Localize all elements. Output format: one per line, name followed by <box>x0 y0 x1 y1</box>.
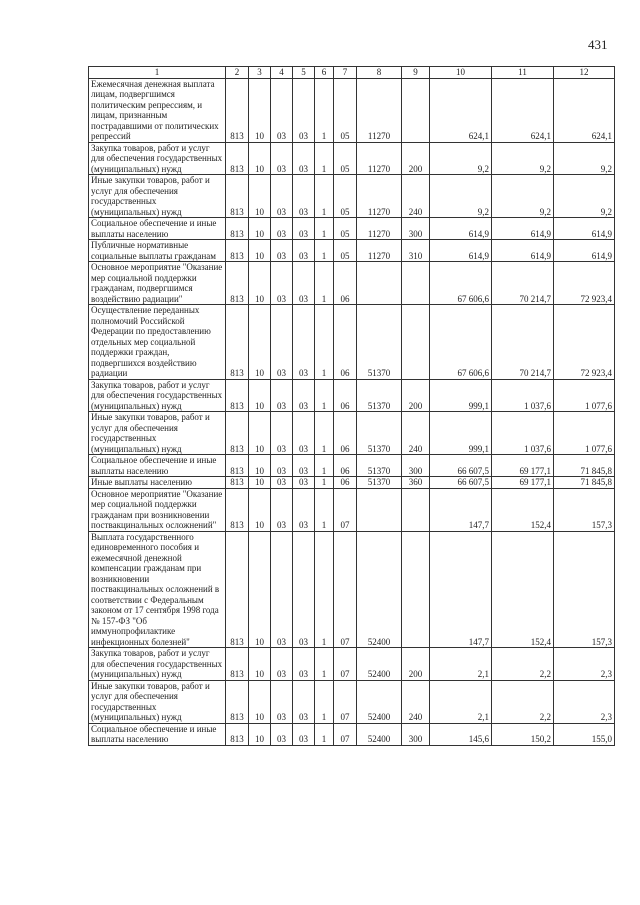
cell-col-3: 10 <box>249 262 271 305</box>
cell-col-5: 03 <box>293 455 315 477</box>
cell-col-8 <box>357 262 402 305</box>
cell-col-7: 05 <box>334 142 357 175</box>
row-name-cell: Социальное обеспечение и иные выплаты населению <box>89 723 226 745</box>
cell-col-4: 03 <box>271 262 293 305</box>
cell-col-8: 11270 <box>357 175 402 218</box>
cell-col-6: 1 <box>315 477 334 489</box>
cell-col-3: 10 <box>249 78 271 142</box>
cell-col-4: 03 <box>271 531 293 648</box>
cell-col-4: 03 <box>271 142 293 175</box>
cell-col-8: 11270 <box>357 78 402 142</box>
cell-col-3: 10 <box>249 379 271 412</box>
cell-col-12: 614,9 <box>554 240 615 262</box>
cell-col-6: 1 <box>315 455 334 477</box>
cell-col-10: 9,2 <box>430 142 492 175</box>
table-row <box>89 455 615 477</box>
cell-col-7: 06 <box>334 477 357 489</box>
cell-col-2: 813 <box>226 477 249 489</box>
cell-col-8: 52400 <box>357 680 402 723</box>
column-header-6: 6 <box>315 67 334 79</box>
table-row <box>89 240 615 262</box>
table-row <box>89 175 615 218</box>
cell-col-2: 813 <box>226 648 249 681</box>
cell-col-11: 69 177,1 <box>492 477 554 489</box>
cell-col-5: 03 <box>293 305 315 380</box>
cell-col-11: 9,2 <box>492 175 554 218</box>
cell-col-12: 2,3 <box>554 648 615 681</box>
cell-col-2: 813 <box>226 240 249 262</box>
column-header-11: 11 <box>492 67 554 79</box>
page-number: 431 <box>588 37 608 52</box>
cell-col-8: 11270 <box>357 142 402 175</box>
cell-col-5: 03 <box>293 262 315 305</box>
column-header-7: 7 <box>334 67 357 79</box>
cell-col-6: 1 <box>315 723 334 745</box>
cell-col-7: 05 <box>334 78 357 142</box>
cell-col-5: 03 <box>293 78 315 142</box>
table-body <box>89 78 615 745</box>
cell-col-11: 152,4 <box>492 531 554 648</box>
cell-col-3: 10 <box>249 477 271 489</box>
cell-col-4: 03 <box>271 175 293 218</box>
cell-col-10: 66 607,5 <box>430 455 492 477</box>
cell-col-9: 240 <box>402 412 430 455</box>
cell-col-12: 71 845,8 <box>554 477 615 489</box>
cell-col-5: 03 <box>293 723 315 745</box>
cell-col-12: 1 077,6 <box>554 379 615 412</box>
cell-col-6: 1 <box>315 531 334 648</box>
cell-col-11: 150,2 <box>492 723 554 745</box>
column-header-10: 10 <box>430 67 492 79</box>
cell-col-7: 06 <box>334 262 357 305</box>
cell-col-9 <box>402 78 430 142</box>
cell-col-10: 999,1 <box>430 379 492 412</box>
cell-col-3: 10 <box>249 488 271 531</box>
cell-col-2: 813 <box>226 723 249 745</box>
cell-col-5: 03 <box>293 240 315 262</box>
cell-col-8: 11270 <box>357 218 402 240</box>
cell-col-11: 70 214,7 <box>492 262 554 305</box>
cell-col-8: 51370 <box>357 455 402 477</box>
cell-col-11: 1 037,6 <box>492 412 554 455</box>
cell-col-5: 03 <box>293 142 315 175</box>
cell-col-11: 1 037,6 <box>492 379 554 412</box>
cell-col-10: 145,6 <box>430 723 492 745</box>
cell-col-9: 300 <box>402 455 430 477</box>
cell-col-2: 813 <box>226 412 249 455</box>
cell-col-11: 614,9 <box>492 240 554 262</box>
cell-col-7: 07 <box>334 680 357 723</box>
cell-col-7: 05 <box>334 175 357 218</box>
cell-col-8: 51370 <box>357 379 402 412</box>
cell-col-10: 2,1 <box>430 680 492 723</box>
row-name-cell: Осуществление переданных полномочий Российской Федерации по предоставлению отдельных мер социальной поддержки граждан, подвергшихся воздействию радиации <box>89 305 226 380</box>
cell-col-4: 03 <box>271 680 293 723</box>
cell-col-7: 06 <box>334 305 357 380</box>
row-name-cell: Иные закупки товаров, работ и услуг для обеспечения государственных (муниципальных) нужд <box>89 412 226 455</box>
table-row <box>89 648 615 681</box>
cell-col-9: 300 <box>402 723 430 745</box>
cell-col-10: 624,1 <box>430 78 492 142</box>
cell-col-7: 05 <box>334 240 357 262</box>
cell-col-9: 300 <box>402 218 430 240</box>
cell-col-4: 03 <box>271 648 293 681</box>
cell-col-10: 147,7 <box>430 488 492 531</box>
cell-col-3: 10 <box>249 142 271 175</box>
cell-col-10: 9,2 <box>430 175 492 218</box>
cell-col-2: 813 <box>226 305 249 380</box>
column-header-9: 9 <box>402 67 430 79</box>
row-name-cell: Социальное обеспечение и иные выплаты населению <box>89 218 226 240</box>
cell-col-5: 03 <box>293 477 315 489</box>
cell-col-6: 1 <box>315 240 334 262</box>
cell-col-6: 1 <box>315 412 334 455</box>
cell-col-9 <box>402 488 430 531</box>
table-header <box>89 67 615 79</box>
cell-col-3: 10 <box>249 412 271 455</box>
table-row <box>89 142 615 175</box>
cell-col-3: 10 <box>249 648 271 681</box>
cell-col-5: 03 <box>293 218 315 240</box>
cell-col-9: 360 <box>402 477 430 489</box>
row-name-cell: Иные выплаты населению <box>89 477 226 489</box>
cell-col-5: 03 <box>293 175 315 218</box>
cell-col-4: 03 <box>271 78 293 142</box>
cell-col-7: 07 <box>334 531 357 648</box>
cell-col-10: 2,1 <box>430 648 492 681</box>
table-row <box>89 488 615 531</box>
column-header-8: 8 <box>357 67 402 79</box>
cell-col-6: 1 <box>315 648 334 681</box>
row-name-cell: Иные закупки товаров, работ и услуг для обеспечения государственных (муниципальных) нужд <box>89 680 226 723</box>
cell-col-4: 03 <box>271 379 293 412</box>
cell-col-3: 10 <box>249 680 271 723</box>
cell-col-10: 999,1 <box>430 412 492 455</box>
cell-col-12: 157,3 <box>554 488 615 531</box>
table-row <box>89 412 615 455</box>
table-row <box>89 723 615 745</box>
cell-col-12: 72 923,4 <box>554 305 615 380</box>
cell-col-2: 813 <box>226 218 249 240</box>
cell-col-8: 51370 <box>357 412 402 455</box>
row-name-cell: Иные закупки товаров, работ и услуг для обеспечения государственных (муниципальных) нужд <box>89 175 226 218</box>
cell-col-6: 1 <box>315 488 334 531</box>
cell-col-7: 06 <box>334 455 357 477</box>
cell-col-11: 69 177,1 <box>492 455 554 477</box>
cell-col-10: 147,7 <box>430 531 492 648</box>
table-row <box>89 262 615 305</box>
cell-col-9 <box>402 531 430 648</box>
row-name-cell: Публичные нормативные социальные выплаты гражданам <box>89 240 226 262</box>
cell-col-9: 310 <box>402 240 430 262</box>
cell-col-10: 66 607,5 <box>430 477 492 489</box>
table-row <box>89 379 615 412</box>
cell-col-9: 240 <box>402 680 430 723</box>
table-row <box>89 477 615 489</box>
cell-col-6: 1 <box>315 379 334 412</box>
cell-col-3: 10 <box>249 218 271 240</box>
table-row <box>89 531 615 648</box>
cell-col-9: 200 <box>402 142 430 175</box>
cell-col-5: 03 <box>293 379 315 412</box>
cell-col-9: 200 <box>402 648 430 681</box>
cell-col-3: 10 <box>249 455 271 477</box>
column-header-5: 5 <box>293 67 315 79</box>
cell-col-11: 2,2 <box>492 648 554 681</box>
row-name-cell: Ежемесячная денежная выплата лицам, подвергшимся политическим репрессиям, и лицам, признанным пострадавшими от политических репрессий <box>89 78 226 142</box>
cell-col-12: 624,1 <box>554 78 615 142</box>
cell-col-2: 813 <box>226 531 249 648</box>
row-name-cell: Основное мероприятие "Оказание мер социальной поддержки гражданам при возникновении поствакцинальных осложнений" <box>89 488 226 531</box>
cell-col-10: 67 606,6 <box>430 305 492 380</box>
row-name-cell: Закупка товаров, работ и услуг для обеспечения государственных (муниципальных) нужд <box>89 648 226 681</box>
cell-col-3: 10 <box>249 723 271 745</box>
column-header-12: 12 <box>554 67 615 79</box>
table-row <box>89 680 615 723</box>
cell-col-4: 03 <box>271 477 293 489</box>
cell-col-11: 624,1 <box>492 78 554 142</box>
column-header-1: 1 <box>89 67 226 79</box>
cell-col-10: 614,9 <box>430 240 492 262</box>
cell-col-3: 10 <box>249 305 271 380</box>
cell-col-12: 157,3 <box>554 531 615 648</box>
row-name-cell: Закупка товаров, работ и услуг для обеспечения государственных (муниципальных) нужд <box>89 142 226 175</box>
cell-col-2: 813 <box>226 680 249 723</box>
cell-col-6: 1 <box>315 142 334 175</box>
cell-col-2: 813 <box>226 379 249 412</box>
cell-col-4: 03 <box>271 488 293 531</box>
column-header-2: 2 <box>226 67 249 79</box>
cell-col-10: 614,9 <box>430 218 492 240</box>
cell-col-6: 1 <box>315 78 334 142</box>
row-name-cell: Основное мероприятие "Оказание мер социальной поддержки гражданам, подвергшимся воздействию радиации" <box>89 262 226 305</box>
cell-col-5: 03 <box>293 648 315 681</box>
cell-col-7: 06 <box>334 412 357 455</box>
cell-col-12: 155,0 <box>554 723 615 745</box>
cell-col-2: 813 <box>226 78 249 142</box>
cell-col-7: 06 <box>334 379 357 412</box>
cell-col-12: 614,9 <box>554 218 615 240</box>
table-row <box>89 218 615 240</box>
cell-col-2: 813 <box>226 175 249 218</box>
cell-col-9 <box>402 305 430 380</box>
cell-col-3: 10 <box>249 175 271 218</box>
cell-col-5: 03 <box>293 412 315 455</box>
cell-col-5: 03 <box>293 531 315 648</box>
cell-col-4: 03 <box>271 240 293 262</box>
cell-col-4: 03 <box>271 723 293 745</box>
cell-col-12: 9,2 <box>554 142 615 175</box>
cell-col-8: 52400 <box>357 723 402 745</box>
cell-col-4: 03 <box>271 305 293 380</box>
cell-col-6: 1 <box>315 218 334 240</box>
cell-col-5: 03 <box>293 488 315 531</box>
cell-col-11: 9,2 <box>492 142 554 175</box>
cell-col-6: 1 <box>315 680 334 723</box>
cell-col-8 <box>357 488 402 531</box>
cell-col-6: 1 <box>315 262 334 305</box>
column-header-3: 3 <box>249 67 271 79</box>
cell-col-7: 07 <box>334 648 357 681</box>
cell-col-8: 52400 <box>357 648 402 681</box>
cell-col-4: 03 <box>271 455 293 477</box>
cell-col-8: 51370 <box>357 477 402 489</box>
cell-col-12: 71 845,8 <box>554 455 615 477</box>
cell-col-10: 67 606,6 <box>430 262 492 305</box>
cell-col-6: 1 <box>315 305 334 380</box>
cell-col-11: 614,9 <box>492 218 554 240</box>
column-header-4: 4 <box>271 67 293 79</box>
cell-col-3: 10 <box>249 531 271 648</box>
cell-col-7: 05 <box>334 218 357 240</box>
cell-col-3: 10 <box>249 240 271 262</box>
cell-col-4: 03 <box>271 218 293 240</box>
cell-col-2: 813 <box>226 488 249 531</box>
cell-col-12: 2,3 <box>554 680 615 723</box>
cell-col-12: 72 923,4 <box>554 262 615 305</box>
header-row <box>89 67 615 79</box>
cell-col-7: 07 <box>334 488 357 531</box>
cell-col-8: 11270 <box>357 240 402 262</box>
cell-col-2: 813 <box>226 262 249 305</box>
cell-col-2: 813 <box>226 142 249 175</box>
cell-col-12: 1 077,6 <box>554 412 615 455</box>
table-row <box>89 78 615 142</box>
cell-col-6: 1 <box>315 175 334 218</box>
cell-col-2: 813 <box>226 455 249 477</box>
row-name-cell: Закупка товаров, работ и услуг для обеспечения государственных (муниципальных) нужд <box>89 379 226 412</box>
cell-col-9: 240 <box>402 175 430 218</box>
budget-table <box>88 66 615 746</box>
cell-col-7: 07 <box>334 723 357 745</box>
table-row <box>89 305 615 380</box>
cell-col-5: 03 <box>293 680 315 723</box>
cell-col-8: 52400 <box>357 531 402 648</box>
cell-col-9 <box>402 262 430 305</box>
row-name-cell: Выплата государственного единовременного пособия и ежемесячной денежной компенсации гражданам при возникновении поствакцинальных осложнений в соответствии с Федеральным законом от 17 сентября 1998 года № 157-ФЗ "Об иммунопрофилактике инфекционных болезней" <box>89 531 226 648</box>
cell-col-11: 2,2 <box>492 680 554 723</box>
cell-col-4: 03 <box>271 412 293 455</box>
cell-col-9: 200 <box>402 379 430 412</box>
cell-col-12: 9,2 <box>554 175 615 218</box>
cell-col-11: 70 214,7 <box>492 305 554 380</box>
cell-col-11: 152,4 <box>492 488 554 531</box>
row-name-cell: Социальное обеспечение и иные выплаты населению <box>89 455 226 477</box>
cell-col-8: 51370 <box>357 305 402 380</box>
